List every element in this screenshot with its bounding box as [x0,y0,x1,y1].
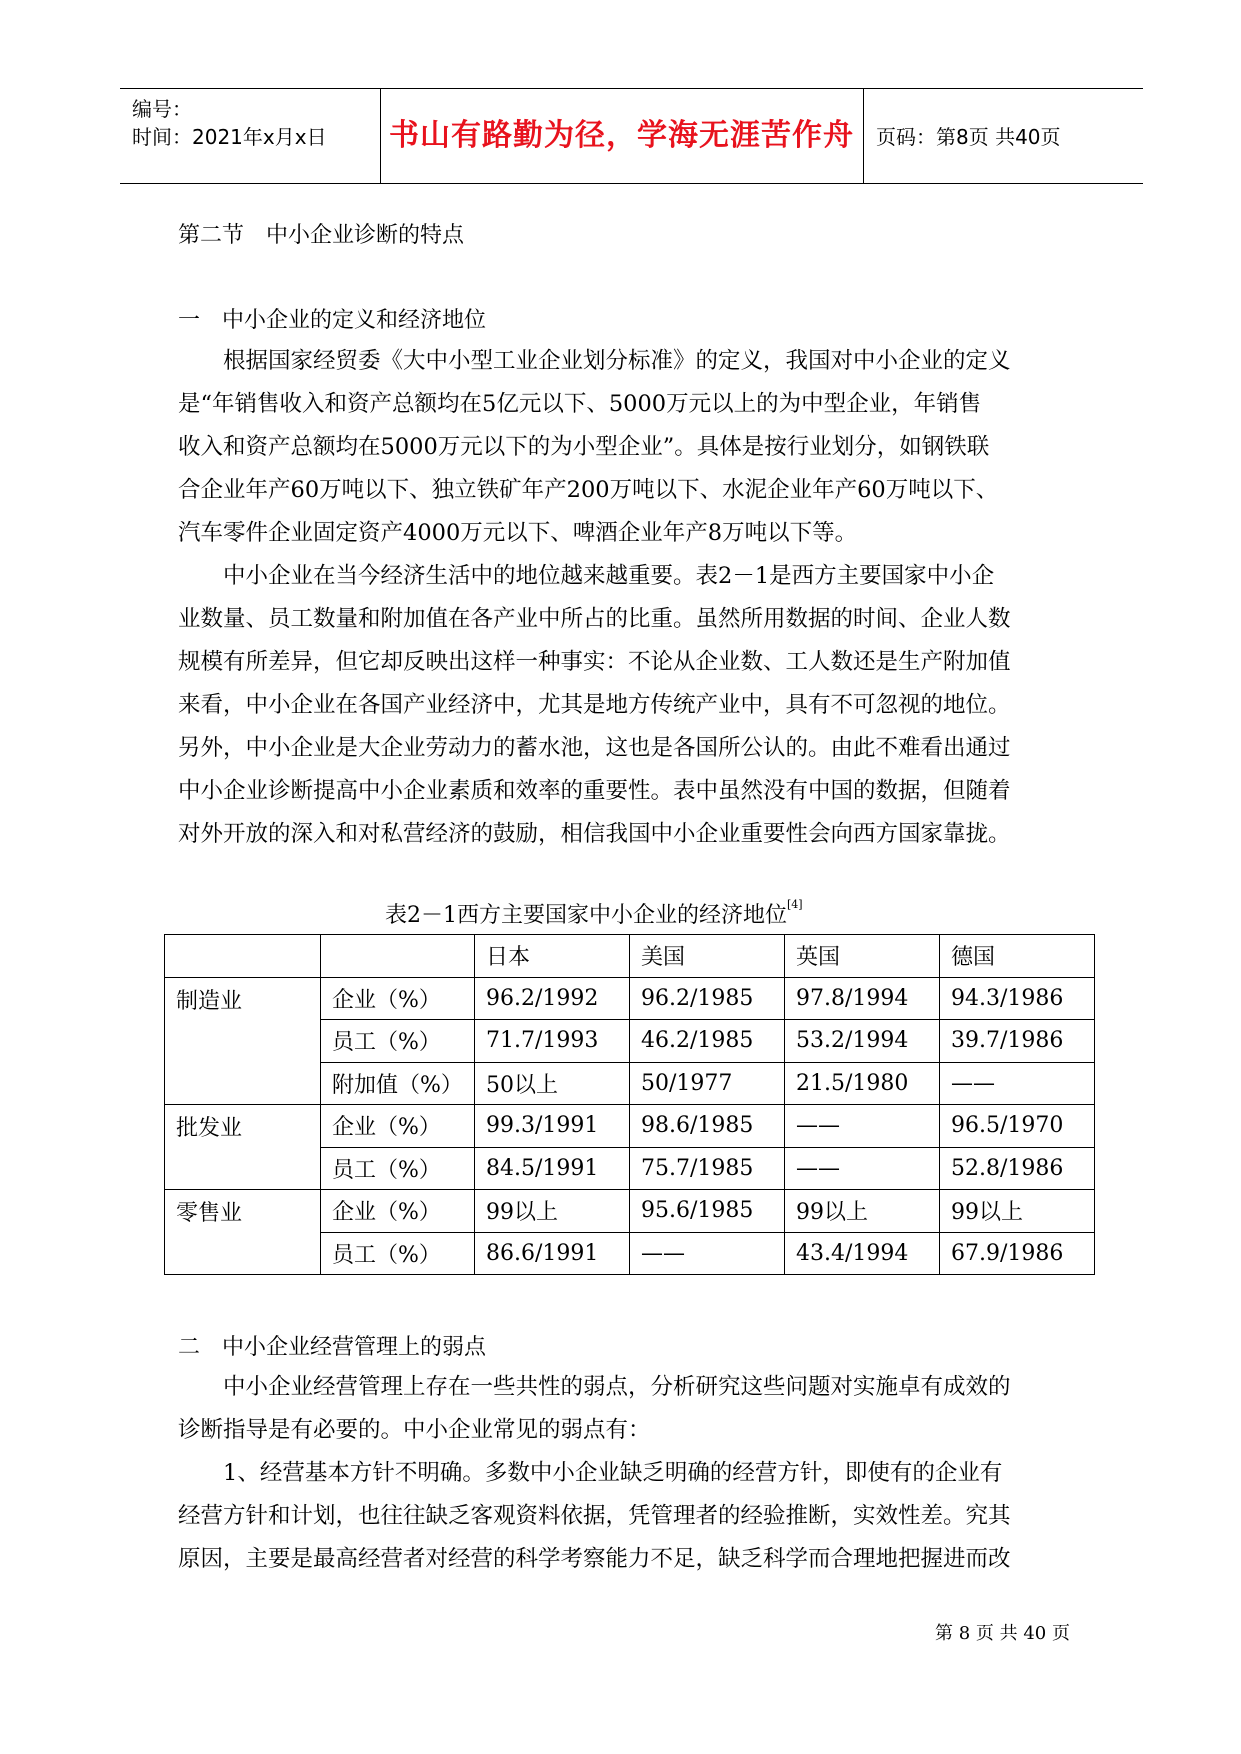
text-line: 原因，主要是最高经营者对经营的科学考察能力不足，缺乏科学而合理地把握进而改 [178,1546,1011,1572]
paragraph-weakness-intro [178,1366,1088,1452]
value-cell: 53.2/1994 [785,1020,940,1063]
industry-cell: 零售业 [165,1190,321,1275]
table-header-cell [321,935,475,978]
text-line: 中小企业经营管理上存在一些共性的弱点，分析研究这些问题对实施卓有成效的 [178,1374,1011,1400]
table-header-cell: 英国 [785,935,940,978]
value-cell: —— [630,1232,785,1275]
table-header-cell: 美国 [630,935,785,978]
text-line: 收入和资产总额均在5000万元以下的为小型企业”。具体是按行业划分，如钢铁联 [178,434,990,460]
text-line: 根据国家经贸委《大中小型工业企业划分标准》的定义，我国对中小企业的定义 [178,348,1011,374]
value-cell: 46.2/1985 [630,1020,785,1063]
paragraph-definition [178,340,1088,555]
value-cell: 75.7/1985 [630,1147,785,1190]
text-line: 业数量、员工数量和附加值在各产业中所占的比重。虽然所用数据的时间、企业人数 [178,606,1011,632]
value-cell: 94.3/1986 [940,977,1095,1020]
table-row [165,977,1095,1020]
value-cell: 50以上 [475,1062,630,1105]
value-cell: 96.2/1992 [475,977,630,1020]
value-cell: —— [940,1062,1095,1105]
table-caption-ref: [4] [787,898,803,911]
value-cell: 67.9/1986 [940,1232,1095,1275]
text-line: 是“年销售收入和资产总额均在5亿元以下、5000万元以上的为中型企业，年销售 [178,391,982,417]
section-title: 第二节 中小企业诊断的特点 [178,223,465,248]
table-caption [385,898,803,929]
table-row [165,1105,1095,1148]
text-line: 汽车零件企业固定资产4000万元以下、啤酒企业年产8万吨以下等。 [178,520,858,546]
value-cell: —— [785,1147,940,1190]
industry-cell: 制造业 [165,977,321,1105]
paragraph-weakness-1 [178,1452,1088,1581]
text-line: 来看，中小企业在各国产业经济中，尤其是地方传统产业中，具有不可忽视的地位。 [178,692,1011,718]
value-cell: 43.4/1994 [785,1232,940,1275]
table-header-cell: 日本 [475,935,630,978]
value-cell: 71.7/1993 [475,1020,630,1063]
number-label: 编号： [132,97,192,121]
value-cell: 97.8/1994 [785,977,940,1020]
value-cell: 95.6/1985 [630,1190,785,1233]
header-meta-cell [120,89,381,183]
value-cell: —— [785,1105,940,1148]
page-header [120,88,1143,184]
metric-cell: 附加值（%） [321,1062,475,1105]
date-label: 时间：2021年x月x日 [132,125,327,149]
table-header-row [165,935,1095,978]
table-header-cell [165,935,321,978]
header-page-label: 页码：第8页 共40页 [876,125,1061,149]
value-cell: 98.6/1985 [630,1105,785,1148]
text-line: 对外开放的深入和对私营经济的鼓励，相信我国中小企业重要性会向西方国家靠拢。 [178,821,1011,847]
metric-cell: 企业（%） [321,977,475,1020]
metric-cell: 员工（%） [321,1232,475,1275]
text-line: 合企业年产60万吨以下、独立铁矿年产200万吨以下、水泥企业年产60万吨以下、 [178,477,999,503]
metric-cell: 员工（%） [321,1020,475,1063]
metric-cell: 企业（%） [321,1105,475,1148]
value-cell: 99.3/1991 [475,1105,630,1148]
metric-cell: 员工（%） [321,1147,475,1190]
value-cell: 99以上 [475,1190,630,1233]
sme-status-table [164,934,1095,1275]
metric-cell: 企业（%） [321,1190,475,1233]
table-row [165,1190,1095,1233]
value-cell: 86.6/1991 [475,1232,630,1275]
text-line: 经营方针和计划，也往往缺乏客观资料依据，凭管理者的经验推断，实效性差。究其 [178,1503,1011,1529]
page-footer: 第 8 页 共 40 页 [935,1623,1070,1644]
value-cell: 99以上 [785,1190,940,1233]
value-cell: 96.2/1985 [630,977,785,1020]
text-line: 另外，中小企业是大企业劳动力的蓄水池，这也是各国所公认的。由此不难看出通过 [178,735,1011,761]
header-motto: 书山有路勤为径，学海无涯苦作舟 [380,89,864,183]
table-header-cell: 德国 [940,935,1095,978]
text-line: 中小企业在当今经济生活中的地位越来越重要。表2－1是西方主要国家中小企 [178,563,995,589]
paragraph-importance [178,555,1088,856]
value-cell: 50/1977 [630,1062,785,1105]
subsection-1-title: 一 中小企业的定义和经济地位 [178,308,487,333]
text-line: 1、经营基本方针不明确。多数中小企业缺乏明确的经营方针，即使有的企业有 [178,1460,1003,1486]
value-cell: 99以上 [940,1190,1095,1233]
subsection-2-title: 二 中小企业经营管理上的弱点 [178,1335,487,1360]
text-line: 诊断指导是有必要的。中小企业常见的弱点有： [178,1417,651,1443]
text-line: 中小企业诊断提高中小企业素质和效率的重要性。表中虽然没有中国的数据，但随着 [178,778,1011,804]
text-line: 规模有所差异，但它却反映出这样一种事实：不论从企业数、工人数还是生产附加值 [178,649,1011,675]
value-cell: 84.5/1991 [475,1147,630,1190]
industry-cell: 批发业 [165,1105,321,1190]
value-cell: 39.7/1986 [940,1020,1095,1063]
value-cell: 21.5/1980 [785,1062,940,1105]
value-cell: 96.5/1970 [940,1105,1095,1148]
value-cell: 52.8/1986 [940,1147,1095,1190]
table-caption-text: 表2－1西方主要国家中小企业的经济地位 [385,903,787,928]
